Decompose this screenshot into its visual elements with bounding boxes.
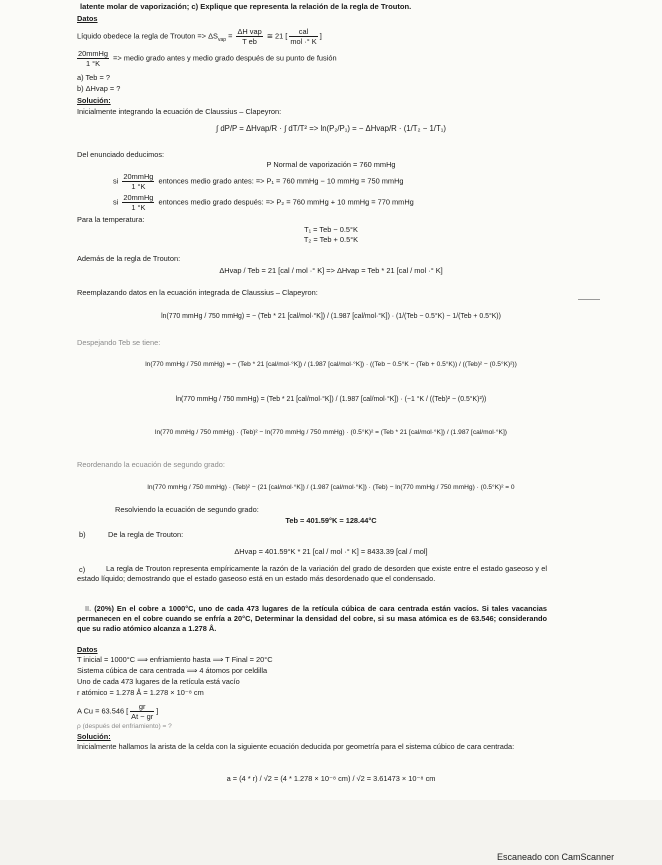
- deducimos-label: Del enunciado deducimos:: [77, 150, 165, 159]
- equation-4: ln(770 mmHg / 750 mmHg) = (Teb * 21 [cal/mol·°K]) / (1.987 [cal/mol·°K]) · (−1 °K / ((Teb)² − (0.5°K)²)): [175, 396, 487, 403]
- p-normal-line: P Normal de vaporización = 760 mmHg: [266, 160, 396, 169]
- resolviendo-label: Resolviendo la ecuación de segundo grado:: [115, 505, 259, 514]
- p1-text: entonces medio grado antes: => P₁ = 760 mmHg − 10 mmHg = 750 mmHg: [158, 176, 404, 186]
- datos-title: Datos: [77, 14, 98, 23]
- reordenando-label: Reordenando la ecuación de segundo grado:: [77, 460, 225, 469]
- si-after-fraction: 20mmHg 1 °K: [123, 193, 154, 212]
- part-b-label: b): [79, 530, 86, 539]
- trouton-unit: cal mol ·° K: [290, 27, 317, 46]
- question-b: b) ΔHvap = ?: [77, 84, 121, 93]
- problem-2-statement: II. (20%) En el cobre a 1000°C, uno de cada 473 lugares de la retícula cúbica de cara centrada están vacíos. Si tales vacancias permanecen en el cobre cuando se enfría a 20°C, Determinar la densidad del cobre, si su masa atómica es de 63.546; considerando que su radio atómico alcanza a 1.278 Å.: [77, 604, 547, 633]
- part-c-label: c): [79, 565, 86, 574]
- arista-equation: a = (4 * r) / √2 = (4 * 1.278 × 10⁻⁸ cm) / √2 = 3.61473 × 10⁻⁸ cm: [226, 774, 436, 783]
- reemplazando-label: Reemplazando datos en la ecuación integrada de Claussius – Clapeyron:: [77, 288, 318, 297]
- claussius-equation: ∫ dP/P = ΔHvap/R · ∫ dT/T² => ln(P₂/P₁) = − ΔHvap/R · (1/T₂ − 1/T₁): [216, 124, 446, 133]
- part-c-paragraph: La regla de Trouton representa empíricamente la razón de la variación del grado de desorden que existe entre el estado gaseoso y el estado líquido; demostrando que el estado gaseoso está en un estado más desordenado que el condensado.: [77, 564, 547, 583]
- solucion2-title: Solución:: [77, 732, 111, 741]
- datos2-vacancy: Uno de cada 473 lugares de la retícula está vacío: [77, 677, 240, 686]
- equation-6: ln(770 mmHg / 750 mmHg) · (Teb)² − (21 [cal/mol·°K]) / (1.987 [cal/mol·°K]) · (Teb) − ln(770 mmHg / 750 mmHg) · (0.5°K)² = 0: [147, 484, 515, 491]
- part-b-text: De la regla de Trouton:: [108, 530, 184, 539]
- p2-text: entonces medio grado después: => P₂ = 760 mmHg + 10 mmHg = 770 mmHg: [158, 197, 414, 207]
- camscanner-footer: Escaneado con CamScanner: [497, 852, 615, 862]
- datos2-density: ρ (después del enfriamiento) = ?: [77, 723, 172, 730]
- datos-trouton-line: Líquido obedece la regla de Trouton => $\Delta S_{vap}$ = ΔH vap T eb ≅ 21 [ cal mol ·° K ]: [77, 27, 322, 46]
- datos2-mass: A Cu = 63.546 [ $\frac{gr}{At - gr}$ ]: [77, 702, 159, 721]
- solucion-title: Solución:: [77, 96, 111, 105]
- si-before-fraction: 20mmHg 1 °K: [123, 172, 154, 191]
- pressure-rate-fraction: 20mmHg 1 °K: [78, 49, 108, 68]
- teb-result: Teb = 401.59°K = 128.44°C: [285, 516, 377, 525]
- pressure-rate-text: => medio grado antes y medio grado después de su punto de fusión: [113, 53, 337, 63]
- dhvap-result: ΔHvap = 401.59°K * 21 [cal / mol ·° K] = 8433.39 [cal / mol]: [234, 547, 428, 556]
- equation-5: ln(770 mmHg / 750 mmHg) · (Teb)² − ln(770 mmHg / 750 mmHg) · (0.5°K)² = (Teb * 21 [cal/mol·°K]) / (1.987 [cal/mol·°K]): [155, 429, 507, 436]
- temperatura-label: Para la temperatura:: [77, 215, 145, 224]
- si-after-line: si 20mmHg 1 °K entonces medio grado después: => P₂ = 760 mmHg + 10 mmHg = 770 mmHg: [113, 193, 414, 212]
- datos2-radius: r atómico = 1.278 Å = 1.278 × 10⁻⁸ cm: [77, 688, 204, 697]
- atomic-mass-unit: $\frac{gr}{At - gr}$: [131, 702, 154, 721]
- datos2-temperature: T inicial = 1000°C ⟹ enfriamiento hasta ⟹ T Final = 20°C: [77, 655, 273, 664]
- dhvap-teb-fraction: ΔH vap T eb: [237, 27, 262, 46]
- trouton-label: Además de la regla de Trouton:: [77, 254, 181, 263]
- trouton-value: ≅ 21: [266, 31, 284, 41]
- scan-mark: [578, 299, 600, 300]
- equation-2: ln(770 mmHg / 750 mmHg) = − (Teb * 21 [cal/mol·°K]) / (1.987 [cal/mol·°K]) · (1/(Teb − 0.5°K) − 1/(Teb + 0.5°K)): [161, 313, 501, 320]
- datos2-title: Datos: [77, 645, 98, 654]
- datos2-fcc: Sistema cúbica de cara centrada ⟹ 4 átomos por celdilla: [77, 666, 268, 675]
- trouton-equation: ΔHvap / Teb = 21 [cal / mol ·° K] => ΔHvap = Teb * 21 [cal / mol ·° K]: [219, 266, 443, 275]
- datos-pressure-line: [77, 49, 337, 68]
- question-a: a) Teb = ?: [77, 73, 110, 82]
- t2-line: T₂ = Teb + 0.5°K: [303, 235, 359, 244]
- solucion2-text: Inicialmente hallamos la arista de la celda con la siguiente ecuación deducida por geometría para el sistema cúbico de cara centrada:: [77, 742, 515, 751]
- equation-3: ln(770 mmHg / 750 mmHg) = − (Teb * 21 [cal/mol·°K]) / (1.987 [cal/mol·°K]) · ((Teb − 0.5°K − (Teb + 0.5°K)) / ((Teb)² − (0.5°K)²)): [145, 361, 517, 368]
- header-line: latente molar de vaporización; c) Explique que representa la relación de la regla de Trouton.: [80, 2, 412, 11]
- problem-2-number: II.: [85, 604, 92, 613]
- trouton-text: Líquido obedece la regla de Trouton => ΔS: [77, 31, 218, 41]
- si-before-line: si 20mmHg 1 °K entonces medio grado antes: => P₁ = 760 mmHg − 10 mmHg = 750 mmHg: [113, 172, 404, 191]
- claussius-intro: Inicialmente integrando la ecuación de Claussius – Clapeyron:: [77, 107, 282, 116]
- t1-line: T₁ = Teb − 0.5°K: [304, 225, 358, 234]
- despejando-label: Despejando Teb se tiene:: [77, 338, 161, 347]
